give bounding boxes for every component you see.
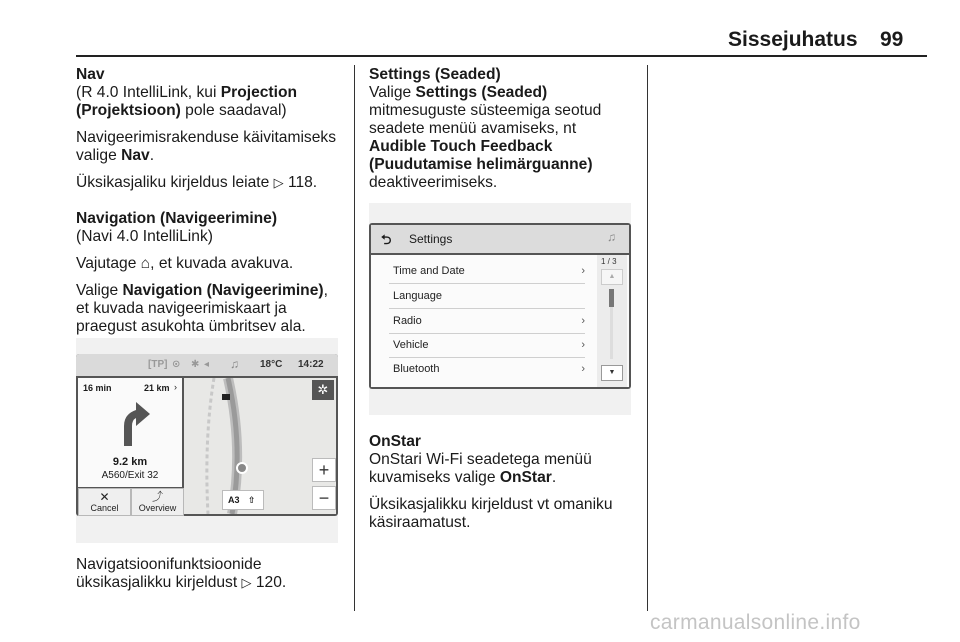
nav-paragraph-3: Üksikasjaliku kirjeldus leiate ▷ 118. bbox=[76, 174, 318, 191]
bluetooth-icon: ✱ bbox=[191, 359, 200, 370]
direction-icon: ⇧ bbox=[248, 495, 256, 505]
settings-heading: Settings (Seaded) bbox=[369, 66, 501, 83]
settings-header bbox=[371, 225, 629, 253]
music-note-icon: ♫ bbox=[230, 357, 239, 371]
zoom-in-button[interactable]: + bbox=[312, 458, 336, 482]
zoom-out-button[interactable]: − bbox=[312, 486, 336, 510]
close-icon: ✕ bbox=[99, 490, 110, 504]
scroll-down-button[interactable]: ▼ bbox=[601, 365, 623, 381]
phone-status-icon: ⊙ bbox=[172, 359, 181, 370]
road-label-box: A3 ⇧ bbox=[222, 490, 264, 510]
settings-item-radio[interactable]: Radio › bbox=[393, 315, 585, 327]
chevron-right-icon: › bbox=[581, 315, 585, 327]
nav-paragraph-2: Navigeerimisrakenduse käivitamiseks valige Nav. bbox=[76, 129, 336, 164]
status-bar bbox=[76, 354, 338, 376]
chevron-right-icon: › bbox=[581, 363, 585, 375]
overview-button[interactable]: ⤴ Overview bbox=[131, 488, 184, 516]
map-settings-button[interactable] bbox=[312, 380, 334, 400]
page-ref-arrow-icon: ▷ bbox=[241, 575, 252, 590]
scrollbar[interactable] bbox=[597, 255, 627, 387]
traffic-program-indicator: [TP] bbox=[148, 359, 168, 370]
watermark: carmanualsonline.info bbox=[650, 611, 861, 634]
settings-item-vehicle[interactable]: Vehicle › bbox=[393, 339, 585, 351]
onstar-paragraph-1: OnStari Wi-Fi seadetega menüü kuvamiseks valige OnStar. bbox=[369, 451, 592, 486]
section-title: Sissejuhatus bbox=[728, 28, 858, 51]
navigation-screen bbox=[76, 354, 338, 516]
settings-paragraph: Valige Settings (Seaded) mitmesuguste süsteemiga seotud seadete menüü avamiseks, nt Audible Touch Feedback (Puudutamise helimärguanne) deaktiveerimiseks. bbox=[369, 84, 602, 191]
navigation-heading: Navigation (Navigeerimine) bbox=[76, 210, 278, 227]
right-column-bottom bbox=[369, 433, 637, 541]
exit-name: A560/Exit 32 bbox=[101, 470, 159, 481]
navigation-paragraph-3: Valige Navigation (Navigeerimine), et kuvada navigeerimiskaart ja praegust asukohta ümbritsev ala. bbox=[76, 282, 328, 335]
page-number: 99 bbox=[880, 28, 904, 51]
settings-item-time-and-date[interactable]: Time and Date › bbox=[393, 265, 585, 277]
outside-temperature: 18°C bbox=[260, 359, 283, 370]
maneuver-distance: 9.2 km bbox=[112, 456, 148, 468]
scroll-up-button[interactable]: ▲ bbox=[601, 269, 623, 285]
settings-list bbox=[371, 255, 629, 387]
right-column-top bbox=[369, 66, 637, 201]
map-view[interactable] bbox=[184, 378, 336, 514]
navigation-paragraph-1: (Navi 4.0 IntelliLink) bbox=[76, 228, 213, 245]
navigation-screen-figure bbox=[76, 338, 338, 543]
page-indicator: 1 / 3 bbox=[601, 257, 617, 266]
onstar-paragraph-2: Üksikasjalikku kirjeldust vt omaniku käsiraamatust. bbox=[369, 496, 613, 531]
volume-icon: ◂ bbox=[204, 359, 210, 370]
settings-screen-figure bbox=[369, 203, 631, 415]
clock: 14:22 bbox=[298, 359, 324, 370]
back-arrow-icon[interactable]: ⮌ bbox=[381, 232, 392, 247]
column-divider-2 bbox=[647, 65, 648, 611]
settings-title: Settings bbox=[409, 232, 453, 246]
home-icon: ⌂ bbox=[140, 255, 151, 272]
cancel-button[interactable]: ✕ Cancel bbox=[78, 488, 131, 516]
page-ref-arrow-icon: ▷ bbox=[273, 175, 284, 190]
guidance-panel bbox=[78, 378, 182, 487]
figure-caption: Navigatsioonifunktsioonide üksikasjalikku kirjeldust ▷ 120. bbox=[76, 556, 287, 591]
music-note-icon: ♫ bbox=[607, 230, 616, 244]
settings-item-language[interactable]: Language bbox=[393, 290, 442, 302]
nav-paragraph-1: (R 4.0 IntelliLink, kui Projection (Projektsioon) pole saadaval) bbox=[76, 84, 297, 119]
column-divider-1 bbox=[354, 65, 355, 611]
onstar-heading: OnStar bbox=[369, 433, 421, 450]
chevron-right-icon: › bbox=[174, 382, 177, 392]
navigation-paragraph-2: Vajutage ⌂, et kuvada avakuva. bbox=[76, 255, 294, 272]
scroll-thumb[interactable] bbox=[609, 289, 614, 307]
left-column bbox=[76, 66, 344, 345]
remaining-distance: 21 km bbox=[144, 383, 170, 393]
gear-icon: ✲ bbox=[317, 382, 329, 397]
eta-time: 16 min bbox=[83, 383, 112, 393]
chevron-right-icon: › bbox=[581, 339, 585, 351]
nav-heading: Nav bbox=[76, 66, 105, 83]
settings-item-bluetooth[interactable]: Bluetooth › bbox=[393, 363, 585, 375]
chevron-right-icon: › bbox=[581, 265, 585, 277]
header-rule bbox=[76, 55, 927, 57]
turn-right-arrow-icon bbox=[118, 396, 152, 446]
route-icon: ⤴ bbox=[152, 491, 163, 503]
settings-screen bbox=[369, 223, 631, 389]
